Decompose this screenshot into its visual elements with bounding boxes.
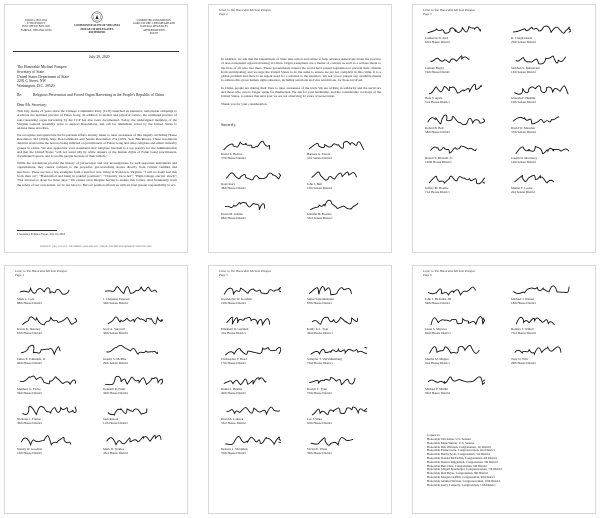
sender-line: FAIRFAX, VIRGINIA 22038	[20, 28, 52, 32]
signer-name: Barbara A. Favola	[307, 152, 331, 156]
signer-name: Joseph D. Morrissey	[511, 156, 538, 160]
signer-name: Ghazala F. Hashmi	[511, 96, 536, 100]
signature-block	[307, 197, 381, 227]
signer-district: 31st House District	[221, 330, 246, 335]
signer-name: Robert B. Bell	[425, 126, 444, 130]
signature-block	[425, 111, 499, 141]
signature-block	[307, 312, 381, 342]
signature-grid	[221, 282, 381, 462]
letter-body-continued	[221, 57, 381, 109]
handwritten-signature	[307, 312, 367, 328]
address-line: Secretary of State	[17, 69, 44, 74]
signer-name: Robert S. Bloxom, Jr.	[425, 156, 453, 160]
recipient-address	[17, 65, 137, 89]
committee-line: COMMITTEE ASSIGNMENTS:	[136, 19, 172, 22]
copies-item: Honorable Mark Warner, U.S. Senator	[427, 440, 475, 445]
copies-item: Honorable Gerry Connolly, Congressman, 11th District	[427, 482, 496, 487]
handwritten-signature	[221, 342, 281, 358]
signature-block	[307, 342, 381, 372]
state-seal-icon	[91, 11, 103, 23]
signer-district: 82nd House District	[425, 330, 451, 335]
letter-body	[17, 109, 177, 189]
signer-name: Gwendolyn W. Gooditis	[221, 297, 252, 301]
signer-name: Sam Rasoul	[103, 417, 119, 421]
handwritten-signature	[511, 51, 571, 67]
signer-district: 11th House District	[103, 420, 128, 425]
handwritten-signature	[307, 372, 367, 388]
handwritten-signature	[425, 171, 485, 187]
signature-block	[221, 372, 295, 402]
signer-name: James E. Edmunds, II	[17, 357, 45, 361]
copies-item: Honorable Tim Kaine, U.S. Senator	[427, 437, 472, 442]
running-header-page: Page 2	[219, 11, 228, 16]
footnote: 1 Secretary Pompeo Tweet, July 16, 2019	[17, 232, 66, 236]
letter-page-2	[208, 4, 392, 253]
letter-page-3	[412, 4, 596, 253]
signature-grid	[17, 282, 177, 462]
signer-district: 93rd House District	[425, 390, 451, 395]
signature-grid	[221, 137, 381, 227]
handwritten-signature	[17, 402, 77, 418]
signer-district: 67th House District	[17, 330, 42, 335]
handwritten-signature	[307, 402, 367, 418]
closing: Sincerely,	[221, 123, 237, 127]
handwritten-signature	[425, 21, 485, 37]
handwritten-signature	[425, 312, 485, 328]
signer-name: Delores L. McQuinn	[221, 447, 248, 451]
signature-block	[425, 81, 499, 111]
address-line: The Honorable Michael Pompeo	[17, 65, 67, 69]
signer-district: 40th House District	[221, 390, 246, 395]
body-paragraph: In China, people are risking their lives to raise awareness of the truth. We are writing in solidarity and the survivors and those who can no longer speak for themselves. We ask for your leadership, and the considerable coverage of the United States, to ensure that next year we are not observing 22 years of persecution.	[221, 85, 381, 99]
signer-district: 42nd House District	[307, 330, 333, 335]
copies-item: Honorable Don Beyer, Congressman, 8th District	[427, 471, 489, 476]
copies-item: Honorable Donald McEachin, Congressman, 4th District	[427, 456, 498, 461]
signer-name: Vivian E. Watts	[307, 447, 327, 451]
signer-name: Kaye Kory	[221, 182, 236, 186]
committee-line: RULES	[149, 31, 159, 35]
copies-label: Copies to:	[427, 433, 441, 437]
signer-name: John J. Bell	[307, 182, 322, 186]
running-header	[219, 270, 271, 278]
signer-district: 25th Senate District	[511, 39, 537, 44]
handwritten-signature	[425, 342, 485, 358]
signature-block	[103, 342, 177, 372]
signer-district: 36th House District	[103, 390, 128, 395]
signature-block	[307, 372, 381, 402]
letter-page-6	[412, 265, 596, 514]
running-header	[423, 9, 475, 17]
handwritten-signature	[511, 81, 571, 97]
signer-name: Mark L. Cole	[17, 297, 35, 301]
letterhead-footer: DISTRICT: (703) 310-6752 • RICHMOND: (804) 698-1037 • EMAIL: DELDBULOVA@HOUSE.VIRGINIA.GOV	[40, 246, 152, 248]
letter-page-5	[208, 265, 392, 514]
signature-block	[425, 141, 499, 171]
handwritten-signature	[221, 167, 281, 183]
handwritten-signature	[307, 282, 367, 298]
signer-name: David L. Bulova	[221, 152, 243, 156]
handwritten-signature	[103, 432, 163, 448]
signature-block	[17, 282, 91, 312]
signature-block	[511, 171, 585, 201]
signature-grid	[425, 21, 585, 201]
running-header-page: Page 3	[423, 11, 432, 16]
signer-name: Mark D. Sickles	[103, 447, 124, 451]
signature-block	[425, 312, 499, 342]
handwritten-signature	[425, 111, 485, 127]
signer-name: Jennifer B. Boysko	[307, 212, 332, 216]
letterhead-divider	[13, 51, 179, 52]
signer-district: 10th Senate District	[511, 99, 537, 104]
signature-block	[17, 342, 91, 372]
copies-list	[427, 433, 587, 487]
body-paragraph: While the resolutions provide the history of persecution and any investigations by well-respected individuals and organizations, they cannot compare to the powerful, gut-wrenching stories directly from victims' families and survivors. These are just a few examples from a survivor now living in Yorktown, Virginia: "I will no doubt feel this from then on"; "Handcuffed and hung in painful positions"; "Violently force-fed"; "High-voltage electric shock"; "Not allowed to sleep for three days." We cannot even imagine having to endure this torture. And fortunately, from the safety of our own nation, we do not have to. But our position affords us with an even greater responsibility to act.	[17, 161, 177, 187]
signer-name: Lamont Bagby	[425, 66, 445, 70]
signer-name: Nicholas J. Freitas	[17, 417, 41, 421]
signer-name: Scott A. Surovell	[103, 327, 125, 331]
signer-name: Michael J. Webert	[511, 297, 535, 301]
letterhead-org-line: RICHMOND	[88, 30, 106, 34]
signer-name: Siobhan S. Dunnavant	[511, 66, 540, 70]
signer-name: Jeffrey M. Bourne	[425, 186, 449, 190]
committee-line: AGRICULTURE, CHESAPEAKE AND NATURAL RESOURCES	[132, 22, 176, 29]
signer-district: 87th House District	[307, 300, 332, 305]
letterhead-sender-block	[13, 19, 59, 32]
signature-block	[307, 282, 381, 312]
handwritten-signature	[17, 312, 77, 328]
signer-district: 29th Senate District	[103, 360, 129, 365]
signer-district: 17th House District	[221, 360, 246, 365]
signer-district: 26th House District	[511, 360, 536, 365]
handwritten-signature	[221, 432, 281, 448]
signer-name: Suhas Subramanyam	[307, 297, 334, 301]
signer-district: 72nd House District	[307, 360, 333, 365]
signer-district: 56th House District	[425, 300, 450, 305]
signer-district: 37th Senate District	[511, 129, 537, 134]
signer-district: 34th Senate District	[103, 300, 129, 305]
signature-block	[425, 21, 499, 51]
running-header-page: Page 4	[15, 272, 24, 277]
sender-line: POST OFFICE BOX 1200	[22, 25, 50, 29]
signature-block	[103, 402, 177, 432]
signature-block	[307, 402, 381, 432]
signer-district: 68th House District	[221, 215, 246, 220]
signature-block	[307, 167, 381, 197]
handwritten-signature	[307, 432, 367, 448]
signer-name: Wendy W. Gooditis	[17, 447, 42, 451]
signer-name: Hala S. Ayala	[425, 96, 443, 100]
running-header-title: Letter to The Honorable Michael Pompeo	[15, 269, 67, 273]
signature-block	[307, 432, 381, 462]
signer-district: 58th House District	[425, 129, 450, 134]
handwritten-signature	[511, 141, 571, 157]
signer-name: Tony O. Wilt	[511, 357, 528, 361]
handwritten-signature	[511, 171, 571, 187]
signer-district: 100th House District	[425, 159, 452, 164]
signer-district: 37th House District	[221, 155, 246, 160]
signer-name: Lee J. Ware	[307, 417, 322, 421]
signature-block	[511, 81, 585, 111]
signer-district: 60th House District	[17, 360, 42, 365]
signer-district: 74th House District	[425, 69, 450, 74]
signature-block	[511, 342, 585, 372]
handwritten-signature	[307, 167, 367, 183]
running-header-page: Page 6	[423, 272, 432, 277]
signature-block	[221, 137, 295, 167]
signature-block	[511, 111, 585, 141]
handwritten-signature	[511, 111, 571, 127]
signer-district: 51st House District	[425, 99, 450, 104]
signer-district: 39th House District	[307, 450, 332, 455]
signer-name: Daniel I. Helmer	[221, 387, 243, 391]
signature-block	[307, 137, 381, 167]
running-header	[219, 9, 271, 17]
signature-block	[17, 402, 91, 432]
signer-district: 73rd House District	[511, 330, 537, 335]
handwritten-signature	[17, 282, 77, 298]
handwritten-signature	[511, 342, 571, 358]
salutation: Dear Mr. Secretary:	[17, 103, 48, 107]
handwritten-signature	[221, 282, 281, 298]
signer-district: 2nd Senate District	[511, 189, 536, 194]
signer-district: 75th House District	[307, 390, 332, 395]
copies-item: Honorable Abigail Spanberger, Congresswoman, 7th District	[427, 467, 503, 472]
handwritten-signature	[425, 141, 485, 157]
signer-name: Jason S. Miyares	[425, 327, 447, 331]
signature-block	[511, 21, 585, 51]
signature-block	[221, 432, 295, 462]
signature-block	[425, 282, 499, 312]
copies-item: Honorable Denver Riggleman, Congressman, 5th District	[427, 459, 499, 464]
handwritten-signature	[307, 342, 367, 358]
signer-name: Rodney T. Willett	[511, 327, 534, 331]
handwritten-signature	[103, 342, 163, 358]
signature-block	[425, 171, 499, 201]
sender-line: 37TH DISTRICT	[26, 22, 46, 26]
body-paragraph: In addition, we ask that the Department of State take action and refuse to help advance Americans about the practice of non-consensual organ harvesting in China. Organ transplants are a matter of concern as well as a serious threat to the lives of all who live there. These governments around the world have passed legislation to prevent their citizens from participating, and we urge the United States to do the same to ensure we are not complicit in this crime. It is a global problem and there is an urgent need for a solution to the situation. We ask you to pursue any available means to address this grave human rights situation, including sanctions and visa restrictions, for those involved.	[221, 57, 381, 83]
letterhead-center	[73, 11, 121, 35]
copies-item: Honorable Jennifer Wexton, Congresswoman, 10th District	[427, 478, 501, 483]
handwritten-signature	[425, 51, 485, 67]
handwritten-signature	[221, 402, 281, 418]
signature-block	[17, 432, 91, 462]
signer-name: Matthew G. Fariss	[17, 387, 41, 391]
copies-item: Honorable Morgan Griffith, Congressman, 9th District	[427, 475, 495, 480]
signature-block	[221, 342, 295, 372]
signer-name: R. Creigh Deeds	[511, 36, 533, 40]
subject-text: Religious Persecution and Forced Organ Harvesting in the People's Republic of China	[33, 93, 164, 97]
signature-block	[17, 312, 91, 342]
signature-block	[221, 282, 295, 312]
letter-page-4	[4, 265, 188, 514]
signer-district: 16th Senate District	[511, 159, 537, 164]
signer-district: 33rd Senate District	[307, 215, 333, 220]
address-line: 2201 C Street, NW	[17, 79, 47, 84]
handwritten-signature	[425, 282, 485, 298]
handwritten-signature	[17, 372, 77, 388]
letterhead-committee-block	[129, 19, 179, 35]
signature-block	[221, 312, 295, 342]
signer-name: Martha M. Mugler	[425, 357, 449, 361]
handwritten-signature	[425, 372, 485, 388]
letter-page-1	[4, 4, 188, 253]
signer-district: 38th House District	[221, 185, 246, 190]
signer-name: John J. McGuire, III	[425, 297, 451, 301]
handwritten-signature	[17, 432, 77, 448]
running-header-title: Letter to The Honorable Michael Pompeo	[423, 8, 475, 12]
signature-block	[511, 141, 585, 171]
signature-block	[511, 282, 585, 312]
signature-block	[103, 312, 177, 342]
signer-name: Christopher T. Head	[221, 357, 247, 361]
handwritten-signature	[425, 81, 485, 97]
signer-district: 63rd House District	[425, 39, 451, 44]
signer-name: David A. LaRock	[221, 417, 244, 421]
body-paragraph: Thank you for your consideration.	[221, 101, 268, 106]
signer-name: Kathy K.L. Tran	[307, 327, 329, 331]
handwritten-signature	[221, 372, 281, 388]
handwritten-signature	[103, 402, 163, 418]
signer-district: 88th House District	[17, 300, 42, 305]
signature-block	[221, 402, 295, 432]
address-line: United States Department of State	[17, 74, 69, 79]
signature-block	[221, 197, 295, 227]
signer-name: Lashrecse D. Aird	[425, 36, 449, 40]
signer-district: 10th House District	[17, 450, 42, 455]
signature-block	[511, 312, 585, 342]
signer-district: 36th Senate District	[103, 330, 129, 335]
address-line: Washington, D.C. 20520	[17, 84, 55, 89]
handwritten-signature	[17, 342, 77, 358]
signature-block	[103, 282, 177, 312]
signature-block	[103, 432, 177, 462]
signer-name: Kenneth R. Plum	[103, 387, 126, 391]
signer-district: 43rd House District	[103, 450, 129, 455]
copies-item: Honorable Elaine Luria, Congresswoman, 2nd District	[427, 448, 495, 453]
signer-name: Mamie E. Locke	[511, 186, 533, 190]
signature-block	[425, 342, 499, 372]
signer-district: 59th House District	[17, 390, 42, 395]
running-header-title: Letter to The Honorable Michael Pompeo	[219, 8, 271, 12]
signer-district: 13th Senate District	[307, 185, 333, 190]
signature-grid	[425, 282, 585, 402]
handwritten-signature	[221, 137, 281, 153]
handwritten-signature	[103, 372, 163, 388]
handwritten-signature	[511, 312, 571, 328]
subject-label: Re:	[17, 93, 23, 97]
signer-name: Roslyn C. Tyler	[307, 387, 328, 391]
sender-line: DAVID L. BULOVA	[24, 19, 48, 22]
signer-district: 71st House District	[425, 189, 450, 194]
handwritten-signature	[307, 137, 367, 153]
signer-name: Elizabeth R. Guzman	[221, 327, 249, 331]
letterhead-org-line: HOUSE OF DELEGATES	[80, 26, 114, 31]
signer-district: 12th Senate District	[511, 69, 537, 74]
signer-district: 31st Senate District	[307, 155, 332, 160]
handwritten-signature	[307, 197, 367, 213]
body-paragraph: We recognize and appreciate the bi-partisan efforts already taken to raise awareness of this tragedy, including House Resolution 343 (2016), Rep. Ros-Lehtinen's and Senate Resolution 274 (2019, Sen. Blackburn). These resolutions detail in stark terms the horrors being inflicted on practitioners of Falun Gong and other religious and ethnic minority groups in China. We also appreciate your statements that religious freedom is a top priority for the Administration and that the United States "will not stand idly by while abusers of the human rights of Falun Gong practitioners, documented spaces, and to profile people because of their beliefs."	[17, 132, 177, 159]
signer-name: J. Chapman Petersen	[103, 297, 130, 301]
subject-line	[17, 93, 177, 98]
running-header	[15, 270, 67, 278]
signer-name: Michael P. Mullin	[425, 387, 448, 391]
footnote-rule	[17, 230, 57, 231]
handwritten-signature	[221, 197, 281, 213]
copies-item: Honorable Rob Wittman, Congressman, 1st District	[427, 444, 492, 449]
letter-date: July 28, 2020	[89, 55, 110, 59]
committee-line: APPROPRIATIONS	[143, 28, 165, 32]
handwritten-signature	[511, 282, 571, 298]
handwritten-signature	[103, 312, 163, 328]
handwritten-signature	[103, 282, 163, 298]
handwritten-signature	[221, 312, 281, 328]
signer-district: 65th House District	[307, 420, 332, 425]
signer-name: Schuyler T. VanValkenburg	[307, 357, 342, 361]
signature-block	[511, 51, 585, 81]
signature-block	[425, 372, 499, 402]
letterhead-org-line: COMMONWEALTH OF VIRGINIA	[73, 23, 121, 27]
copies-item: Honorable Ben Cline, Congressman, 6th District	[427, 463, 488, 468]
signer-name: Jeremy S. McPike	[103, 357, 127, 361]
signature-block	[103, 372, 177, 402]
signer-district: 70th House District	[221, 450, 246, 455]
signer-name: Karrie K. Delaney	[17, 327, 41, 331]
running-header-title: Letter to The Honorable Michael Pompeo	[219, 269, 271, 273]
body-paragraph: This July marks 21 years since the Chinese Communist Party (CCP) launched an intensive, nationwide campaign to eradicate the spiritual practice of Falun Gong. In addition to mental and physical torture, the estimated practice of non-consenting organ harvesting by the CCP has also been documented. Today, the undersigned members of the Virginia General Assembly write to support Resolutions, and call for immediate action by the United States to address these atrocities.	[17, 109, 177, 131]
running-header	[423, 270, 475, 278]
running-header-page: Page 5	[219, 272, 228, 277]
running-header-title: Letter to The Honorable Michael Pompeo	[423, 269, 475, 273]
signature-block	[221, 167, 295, 197]
letterhead	[13, 11, 179, 49]
signature-block	[425, 51, 499, 81]
signer-district: 10th House District	[221, 300, 246, 305]
signer-district: 30th House District	[17, 420, 42, 425]
copies-items	[427, 438, 587, 487]
handwritten-signature	[511, 21, 571, 37]
signer-district: 91st House District	[425, 360, 450, 365]
signer-name: David W. Marsden	[511, 126, 535, 130]
signer-district: 33rd House District	[221, 420, 247, 425]
signer-name: Dawn M. Adams	[221, 212, 243, 216]
signer-district: 18th House District	[511, 300, 536, 305]
copies-item: Honorable Bobby Scott, Congressman, 3rd District	[427, 452, 491, 457]
signature-block	[17, 372, 91, 402]
